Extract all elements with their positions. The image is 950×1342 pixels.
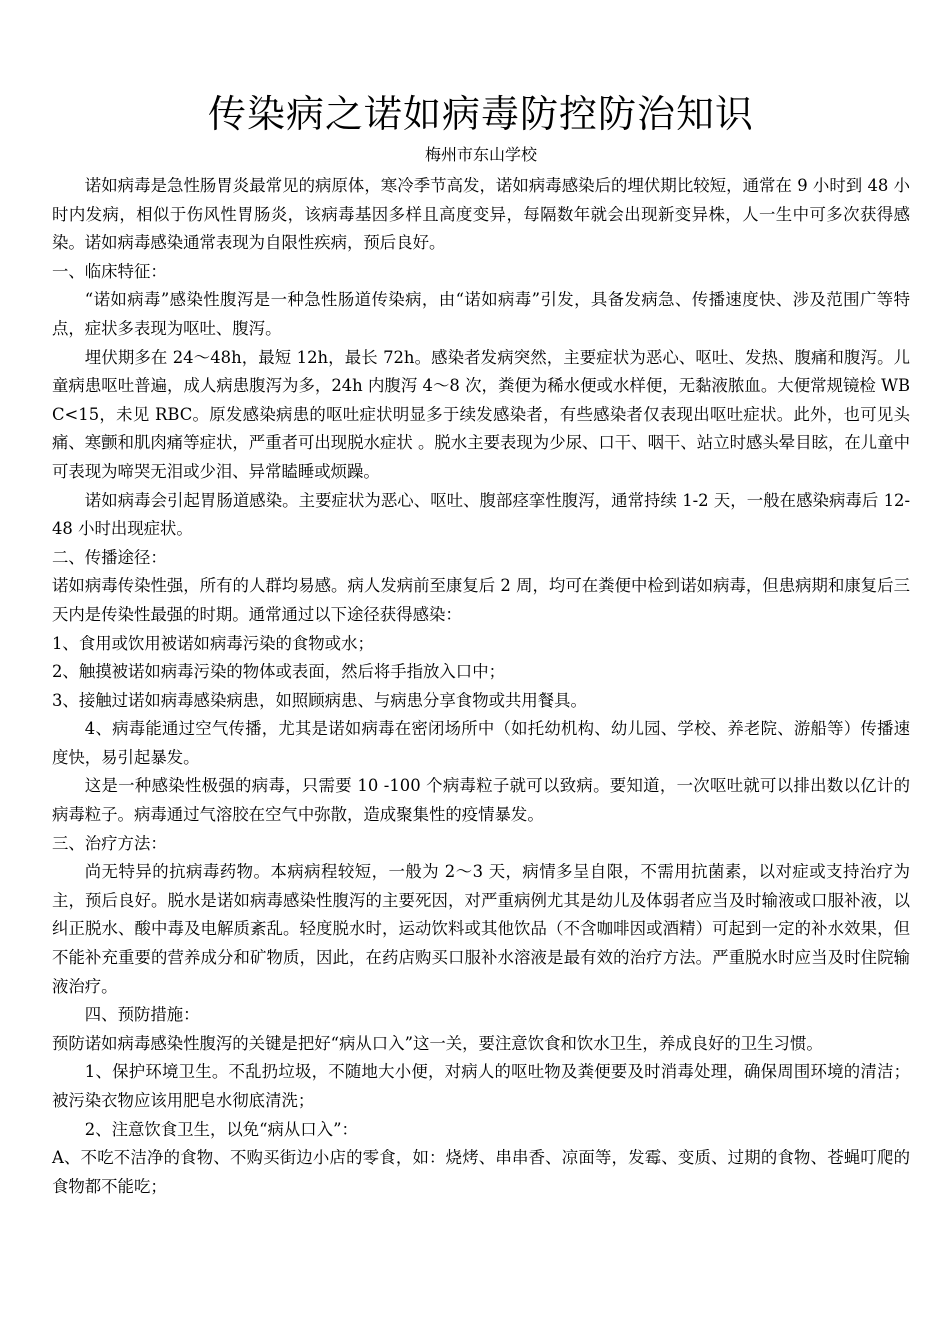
body-paragraph: 尚无特异的抗病毒药物。本病病程较短，一般为 2～3 天，病情多呈自限，不需用抗菌素，以对症或支持治疗为主，预后良好。脱水是诺如病毒感染性腹泻的主要死因，对严重病例尤其是幼儿及体弱者应当及时输液或口服补液，以纠正脱水、酸中毒及电解质紊乱。轻度脱水时，运动饮料或其他饮品（不含咖啡因或酒精）可起到一定的补水效果，但不能补充重要的营养成分和矿物质，因此，在药店购买口服补水溶液是最有效的治疗方法。严重脱水时应当及时住院输液治疗。: [52, 862, 910, 996]
body-paragraph: A、不吃不洁净的食物、不购买街边小店的零食，如：烧烤、串串香、凉面等，发霉、变质、过期的食物、苍蝇叮爬的食物都不能吃；: [52, 1148, 910, 1196]
body-paragraph: 诺如病毒是急性肠胃炎最常见的病原体，寒冷季节高发，诺如病毒感染后的埋伏期比较短，通常在 9 小时到 48 小时内发病，相似于伤风性胃肠炎，该病毒基因多样且高度变异，每隔数年就会出现新变异株，人一生中可多次获得感染。诺如病毒感染通常表现为自限性疾病，预后良好。: [52, 176, 910, 253]
body-paragraph: 诺如病毒传染性强，所有的人群均易感。病人发病前至康复后 2 周，均可在粪便中检到诺如病毒，但患病期和康复后三天内是传染性最强的时期。通常通过以下途径获得感染：: [52, 576, 910, 624]
section-heading: 四、预防措施：: [84, 1005, 200, 1025]
school-name: 梅州市东山学校: [424, 145, 537, 164]
body-paragraph: 诺如病毒会引起胃肠道感染。主要症状为恶心、呕吐、腹部痉挛性腹泻，通常持续 1-2 天，一般在感染病毒后 12-48 小时出现症状。: [52, 490, 910, 539]
body-paragraph: 这是一种感染性极强的病毒，只需要 10 -100 个病毒粒子就可以致病。要知道，一次呕吐就可以排出数以亿计的病毒粒子。病毒通过气溶胶在空气中弥散，造成聚集性的疫情暴发。: [52, 776, 910, 825]
section-heading: 三、治疗方法：: [52, 833, 167, 853]
body-paragraph: 2、触摸被诺如病毒污染的物体或表面，然后将手指放入口中；: [52, 662, 505, 682]
document-title: 传染病之诺如病毒防控防治知识: [207, 92, 754, 136]
body-paragraph: 2、注意饮食卫生，以免“病从口入”：: [84, 1119, 358, 1139]
section-heading: 一、临床特征：: [52, 261, 167, 281]
section-heading: 二、传播途径：: [52, 547, 167, 567]
body-paragraph: 预防诺如病毒感染性腹泻的关键是把好“病从口入”这一关，要注意饮食和饮水卫生，养成良好的卫生习惯。: [52, 1033, 823, 1053]
body-paragraph: 1、保护环境卫生。不乱扔垃圾，不随地大小便，对病人的呕吐物及粪便要及时消毒处理，确保周围环境的清洁；被污染衣物应该用肥皂水彻底清洗；: [52, 1062, 910, 1110]
body-paragraph: 3、接触过诺如病毒感染病患，如照顾病患、与病患分享食物或共用餐具。: [52, 690, 587, 710]
body-paragraph: 1、食用或饮用被诺如病毒污染的食物或水；: [52, 633, 374, 653]
document-body: [52, 172, 910, 1201]
body-paragraph: “诺如病毒”感染性腹泻是一种急性肠道传染病，由“诺如病毒”引发，具备发病急、传播速度快、涉及范围广等特点，症状多表现为呕吐、腹泻。: [52, 290, 910, 338]
body-paragraph: 4、病毒能通过空气传播，尤其是诺如病毒在密闭场所中（如托幼机构、幼儿园、学校、养老院、游船等）传播速度快，易引起暴发。: [52, 719, 910, 767]
document-page: [52, 88, 910, 1201]
body-paragraph: 埋伏期多在 24～48h，最短 12h，最长 72h。感染者发病突然，主要症状为恶心、呕吐、发热、腹痛和腹泻。儿童病患呕吐普遍，成人病患腹泻为多，24h 内腹泻 4～8 次，粪便为稀水便或水样便，无黏液脓血。大便常规镜检 WBC<15，未见 RBC。原发感染病患的呕吐症状明显多于续发感染者，有些感染者仅表现出呕吐症状。此外，也可见头痛、寒颤和肌肉痛等症状，严重者可出现脱水症状 。脱水主要表现为少尿、口干、咽干、站立时感头晕目眩，在儿童中可表现为啼哭无泪或少泪、异常瞌睡或烦躁。: [52, 347, 910, 481]
